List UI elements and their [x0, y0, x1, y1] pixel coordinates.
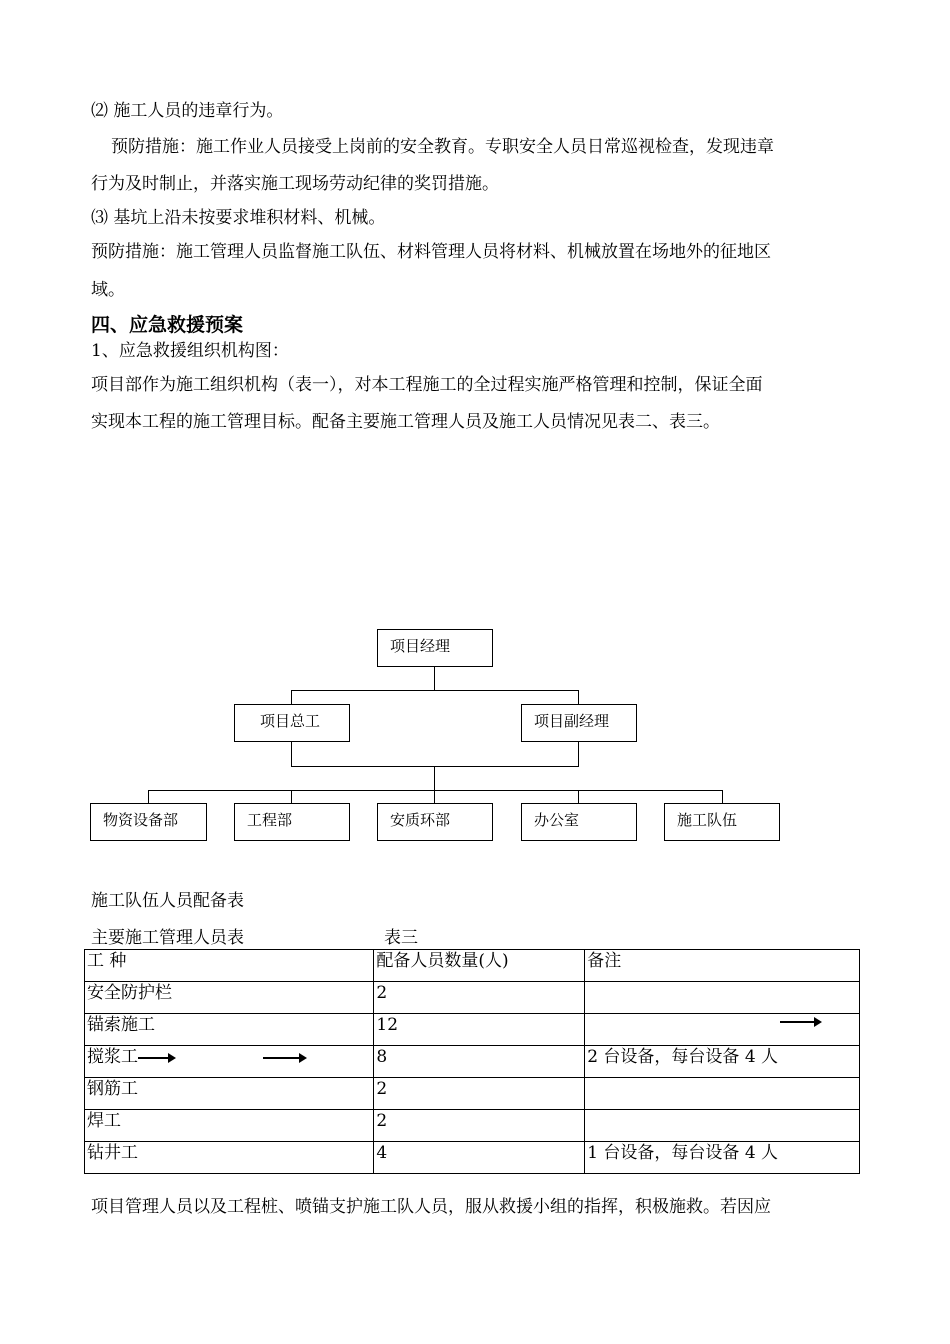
table-cell: 2 [374, 982, 585, 1014]
footer-paragraph: 项目管理人员以及工程桩、喷锚支护施工队人员，服从救援小组的指挥，积极施救。若因应 [91, 1197, 771, 1217]
table-cell: 1 台设备，每台设备 4 人 [585, 1142, 860, 1174]
table-cell [585, 1110, 860, 1142]
hazard-item-2: ⑵ 施工人员的违章行为。 [91, 101, 284, 121]
header-cell: 工 种 [85, 950, 374, 982]
connector [291, 742, 292, 767]
prevention-measure-2-line1: 预防措施：施工作业人员接受上岗前的安全教育。专职安全人员日常巡视检查，发现违章 [111, 137, 774, 157]
staff-table-caption: 主要施工管理人员表 [91, 928, 244, 948]
table-cell [585, 982, 860, 1014]
header-cell: 配备人员数量(人) [374, 950, 585, 982]
intro-paragraph-line2: 实现本工程的施工管理目标。配备主要施工管理人员及施工人员情况见表二、表三。 [91, 412, 720, 432]
org-box-office: 办公室 [521, 803, 637, 841]
table-row [85, 1046, 860, 1078]
table-cell: 搅浆工 [85, 1046, 374, 1078]
team-table-caption: 施工队伍人员配备表 [91, 891, 244, 911]
staffing-table [84, 949, 860, 1174]
connector [578, 790, 579, 803]
arrow-right-icon [780, 1021, 820, 1023]
table-cell: 2 台设备，每台设备 4 人 [585, 1046, 860, 1078]
connector [291, 690, 292, 705]
hazard-item-3: ⑶ 基坑上沿未按要求堆积材料、机械。 [91, 208, 386, 228]
table-row [85, 982, 860, 1014]
org-box-safety-quality-dept: 安质环部 [377, 803, 493, 841]
table-cell: 2 [374, 1110, 585, 1142]
table-cell: 安全防护栏 [85, 982, 374, 1014]
table-row [85, 1110, 860, 1142]
table-cell: 钢筋工 [85, 1078, 374, 1110]
org-box-project-manager: 项目经理 [377, 629, 493, 667]
prevention-measure-3-line1: 预防措施：施工管理人员监督施工队伍、材料管理人员将材料、机械放置在场地外的征地区 [91, 242, 771, 262]
org-chart-caption: 1、应急救援组织机构图： [91, 341, 289, 361]
prevention-measure-2-line2: 行为及时制止，并落实施工现场劳动纪律的奖罚措施。 [91, 174, 499, 194]
intro-paragraph-line1: 项目部作为施工组织机构（表一），对本工程施工的全过程实施严格管理和控制，保证全面 [91, 375, 763, 395]
table-cell [585, 1078, 860, 1110]
table-cell: 锚索施工 [85, 1014, 374, 1046]
org-box-chief-engineer: 项目总工 [234, 704, 350, 742]
table-row [85, 1142, 860, 1174]
table-cell: 8 [374, 1046, 585, 1078]
arrow-right-icon [138, 1057, 174, 1059]
connector [578, 742, 579, 767]
section-heading: 四、应急救援预案 [91, 314, 244, 336]
prevention-measure-3-line2: 域。 [91, 280, 125, 300]
connector [291, 690, 579, 691]
table-cell: 2 [374, 1078, 585, 1110]
org-box-construction-team: 施工队伍 [664, 803, 780, 841]
table-cell: 钻井工 [85, 1142, 374, 1174]
connector [148, 790, 723, 791]
connector [434, 766, 435, 791]
connector [434, 790, 435, 803]
org-box-deputy-manager: 项目副经理 [521, 704, 637, 742]
table-number: 表三 [384, 928, 418, 948]
table-cell: 焊工 [85, 1110, 374, 1142]
table-cell: 12 [374, 1014, 585, 1046]
table-cell: 4 [374, 1142, 585, 1174]
connector [291, 790, 292, 803]
connector [148, 790, 149, 803]
arrow-right-icon [263, 1057, 305, 1059]
org-box-materials-dept: 物资设备部 [90, 803, 207, 841]
table-header-row [85, 950, 860, 982]
connector [434, 667, 435, 691]
connector [578, 690, 579, 705]
table-row [85, 1078, 860, 1110]
org-box-engineering-dept: 工程部 [234, 803, 350, 841]
table-row [85, 1014, 860, 1046]
connector [722, 790, 723, 803]
header-cell: 备注 [585, 950, 860, 982]
